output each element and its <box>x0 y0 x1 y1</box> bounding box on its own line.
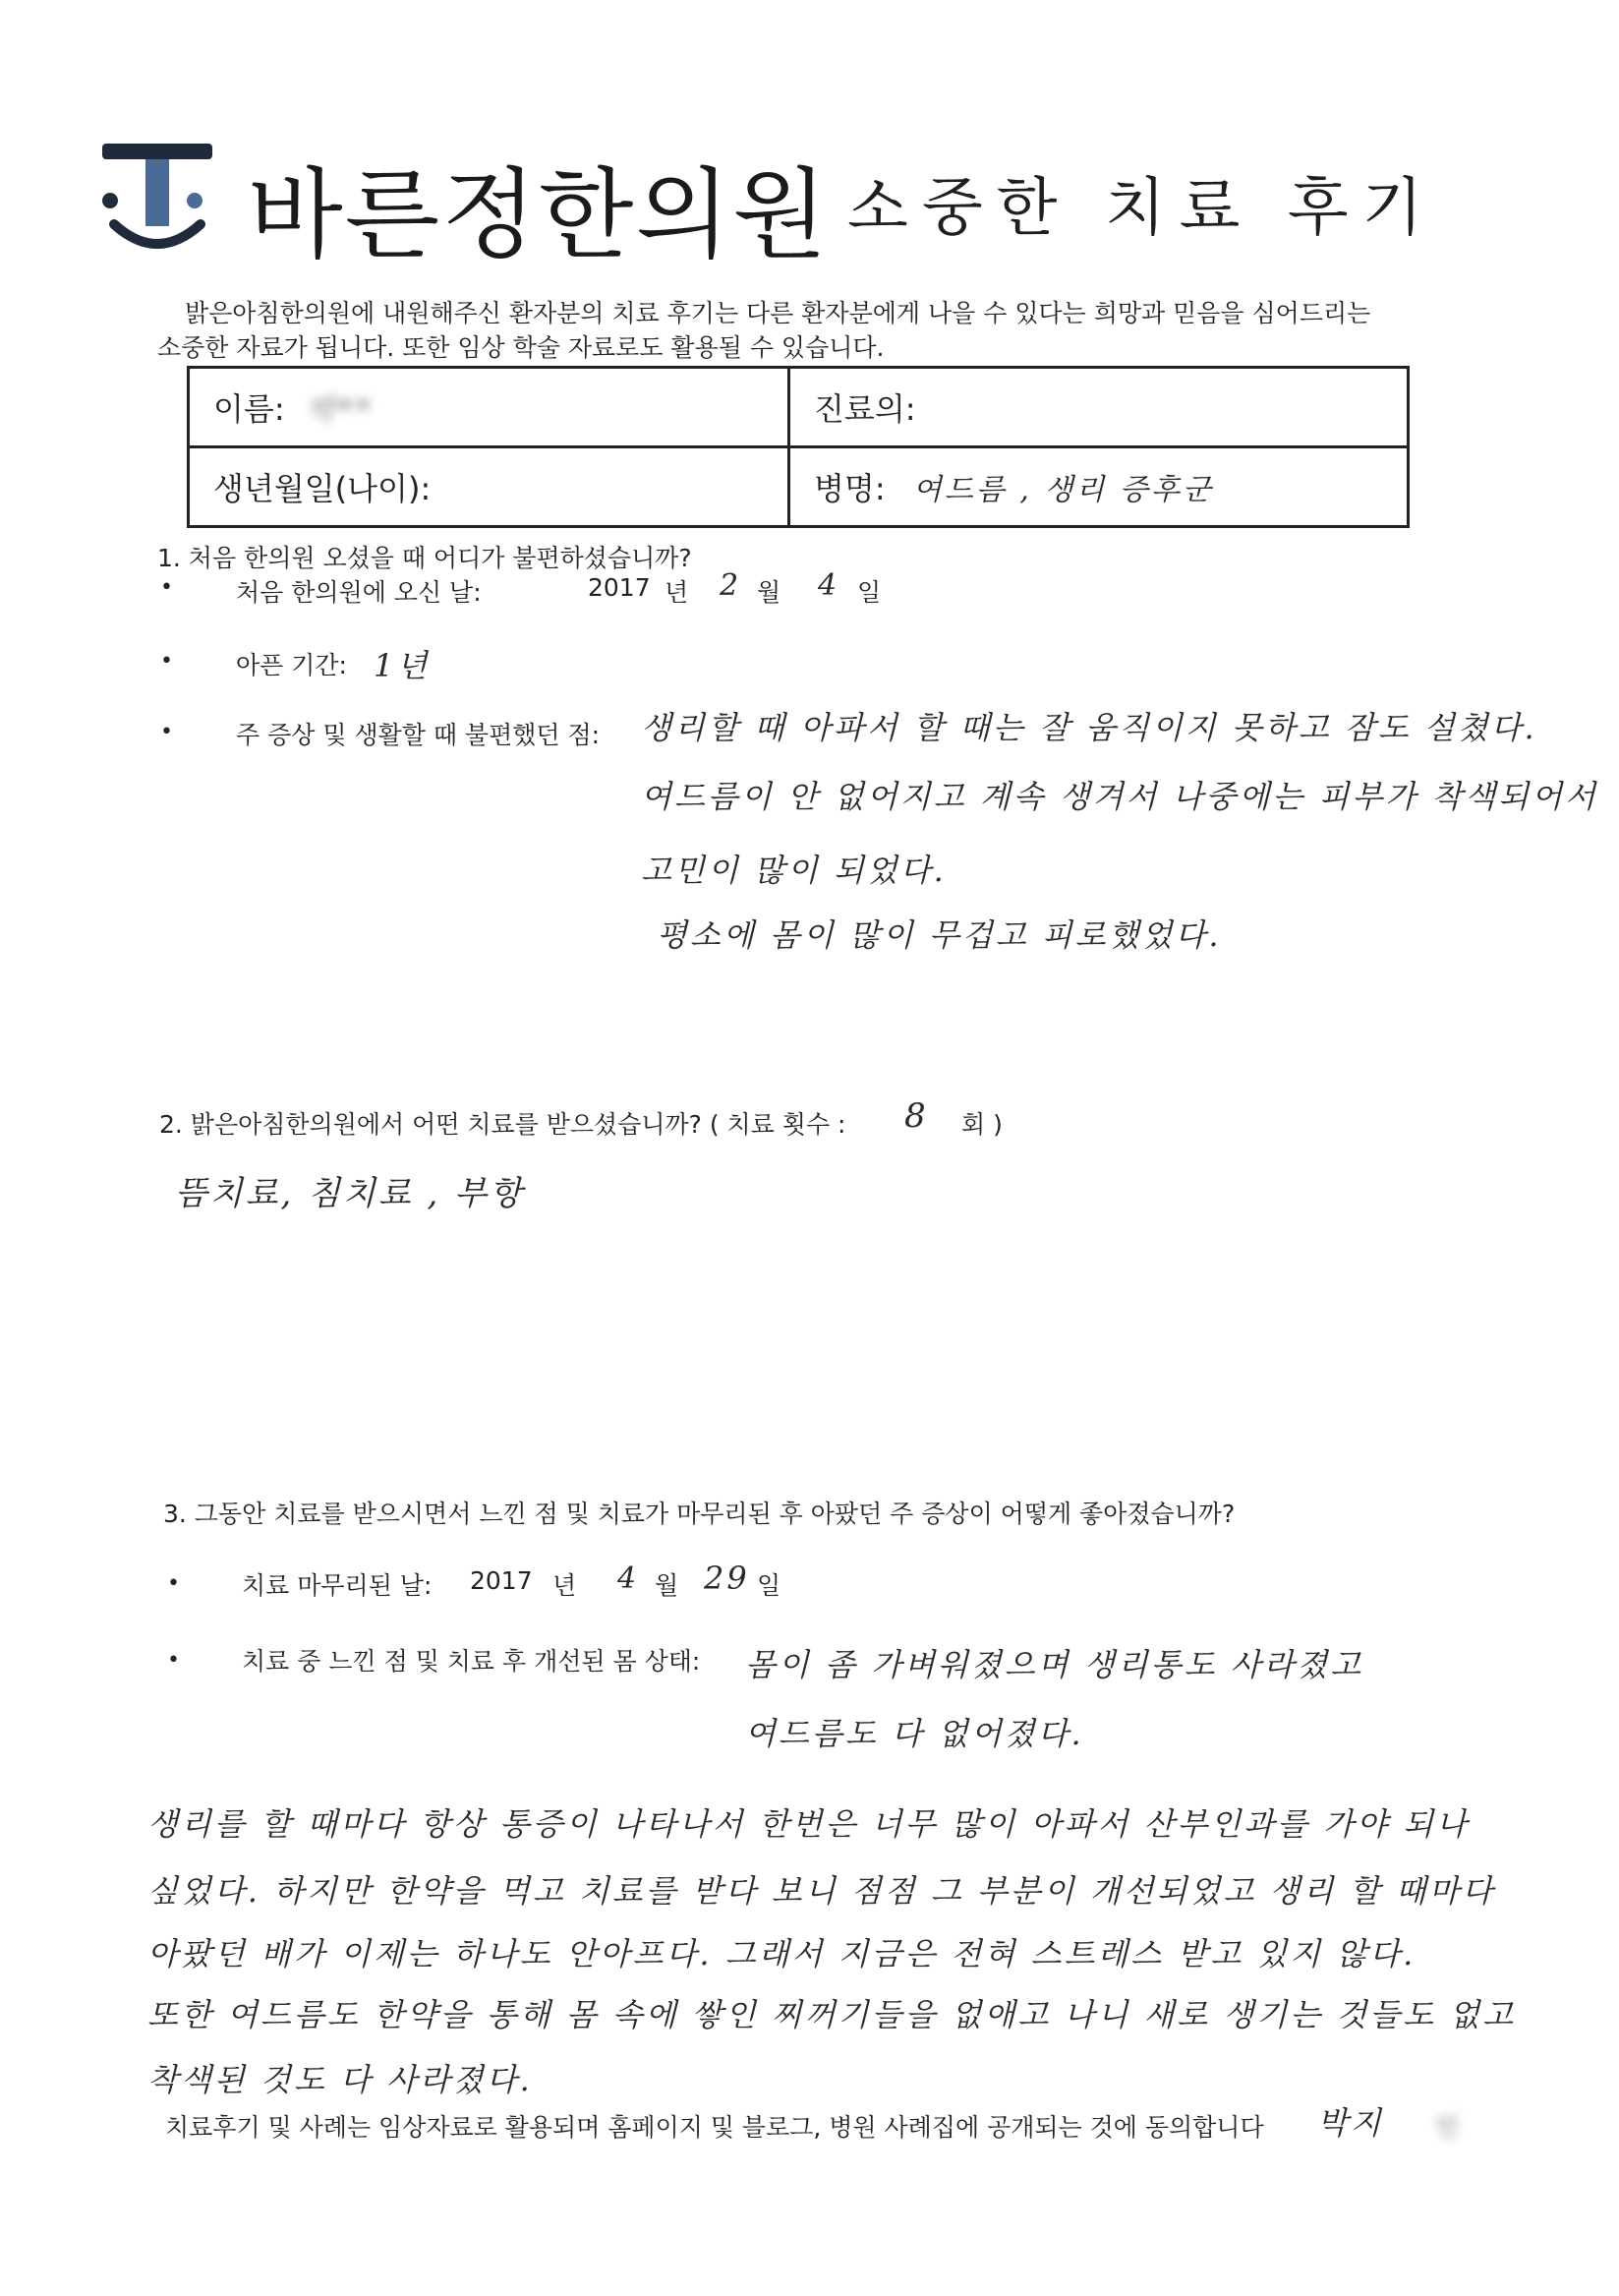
end-year: 2017 <box>470 1566 533 1595</box>
visit-year-unit: 년 <box>665 578 689 607</box>
symptoms-label: 주 증상 및 생활할 때 불편했던 점: <box>236 721 601 749</box>
disease-label: 병명: <box>814 470 886 507</box>
comment-line-3: 아팠던 배가 이제는 하나도 안아프다. 그래서 지금은 전혀 스트레스 받고 있지 않다. <box>147 1935 1417 1972</box>
end-month-unit: 월 <box>655 1571 679 1600</box>
treatment-answer: 뜸치료, 침치료 , 부항 <box>175 1174 525 1213</box>
name-cell <box>189 368 789 447</box>
name-value: 박** <box>306 393 374 428</box>
visit-month: 2 <box>720 568 742 603</box>
bullet-duration: • <box>160 649 173 674</box>
symptoms-line-1: 생리할 때 아파서 할 때는 잘 움직이지 못하고 잠도 설쳤다. <box>641 709 1537 746</box>
end-year-unit: 년 <box>552 1571 577 1600</box>
bullet-end-date: • <box>167 1571 180 1596</box>
end-day: 29 <box>704 1560 750 1597</box>
improve-label: 치료 중 느낀 점 및 치료 후 개선된 몸 상태: <box>242 1647 701 1676</box>
treatment-count: 8 <box>904 1096 929 1136</box>
bullet-improve: • <box>167 1648 180 1673</box>
comment-line-5: 착색된 것도 다 사라졌다. <box>147 2061 533 2098</box>
doctor-label: 진료의: <box>814 390 916 428</box>
clinic-name: 바른정한의원 <box>248 157 830 272</box>
treatment-count-unit: 회 ) <box>961 1110 1003 1139</box>
symptoms-line-3: 고민이 많이 되었다. <box>641 852 947 889</box>
name-label: 이름: <box>213 390 285 428</box>
improve-line-1: 몸이 좀 가벼워졌으며 생리통도 사라졌고 <box>745 1646 1364 1683</box>
end-day-unit: 일 <box>757 1571 781 1600</box>
question-2: 2. 밝은아침한의원에서 어떤 치료를 받으셨습니까? ( 치료 횟수 : <box>159 1110 846 1139</box>
consent-text: 치료후기 및 사례는 임상자료로 활용되며 홈페이지 및 블로그, 병원 사례집에 공개되는 것에 동의합니다 <box>165 2113 1264 2142</box>
patient-info-table <box>187 366 1410 528</box>
birth-label: 생년월일(나이): <box>213 470 432 507</box>
doctor-cell <box>789 368 1409 447</box>
visit-year: 2017 <box>588 573 651 602</box>
end-month: 4 <box>617 1561 640 1596</box>
duration-value: 1년 <box>374 647 431 684</box>
question-3: 3. 그동안 치료를 받으시면서 느낀 점 및 치료가 마무리된 후 아팠던 주 증상이 어떻게 좋아졌습니까? <box>163 1500 1236 1528</box>
consent-signature: 박지 <box>1317 2104 1384 2142</box>
visit-day: 4 <box>818 568 840 603</box>
comment-line-2: 싶었다. 하지만 한약을 먹고 치료를 받다 보니 점점 그 부분이 개선되었고 생리 할 때마다 <box>147 1872 1496 1910</box>
intro-line-1: 밝은아침한의원에 내원해주신 환자분의 치료 후기는 다른 환자분에게 나을 수 있다는 희망과 믿음을 심어드리는 <box>185 299 1371 327</box>
visit-label: 처음 한의원에 오신 날: <box>236 578 482 607</box>
symptoms-line-2: 여드름이 안 없어지고 계속 생겨서 나중에는 피부가 착색되어서 <box>641 778 1598 815</box>
symptoms-line-4: 평소에 몸이 많이 무겁고 피로했었다. <box>657 916 1222 954</box>
disease-value: 여드름 , 생리 증후군 <box>912 473 1214 507</box>
birth-cell <box>189 447 789 527</box>
intro-line-2: 소중한 자료가 됩니다. 또한 임상 학술 자료로도 활용될 수 있습니다. <box>157 333 885 362</box>
duration-label: 아픈 기간: <box>236 651 347 679</box>
question-1: 1. 처음 한의원 오셨을 때 어디가 불편하셨습니까? <box>157 544 692 572</box>
bullet-visit: • <box>160 575 173 600</box>
comment-line-4: 또한 여드름도 한약을 통해 몸 속에 쌓인 찌꺼기들을 없애고 나니 새로 생기는 것들도 없고 <box>147 1996 1517 2033</box>
form-title: 소중한 치료 후기 <box>847 172 1437 245</box>
bullet-symptoms: • <box>160 720 173 744</box>
visit-day-unit: 일 <box>857 578 882 607</box>
end-label: 치료 마무리된 날: <box>242 1571 433 1600</box>
visit-month-unit: 월 <box>757 578 781 607</box>
clinic-logo-icon <box>98 138 216 265</box>
disease-cell <box>789 447 1409 527</box>
comment-line-1: 생리를 할 때마다 항상 통증이 나타나서 한번은 너무 많이 아파서 산부인과를 가야 되나 <box>147 1805 1470 1843</box>
improve-line-2: 여드름도 다 없어졌다. <box>745 1715 1084 1752</box>
consent-seal: 인 <box>1435 2113 1460 2142</box>
